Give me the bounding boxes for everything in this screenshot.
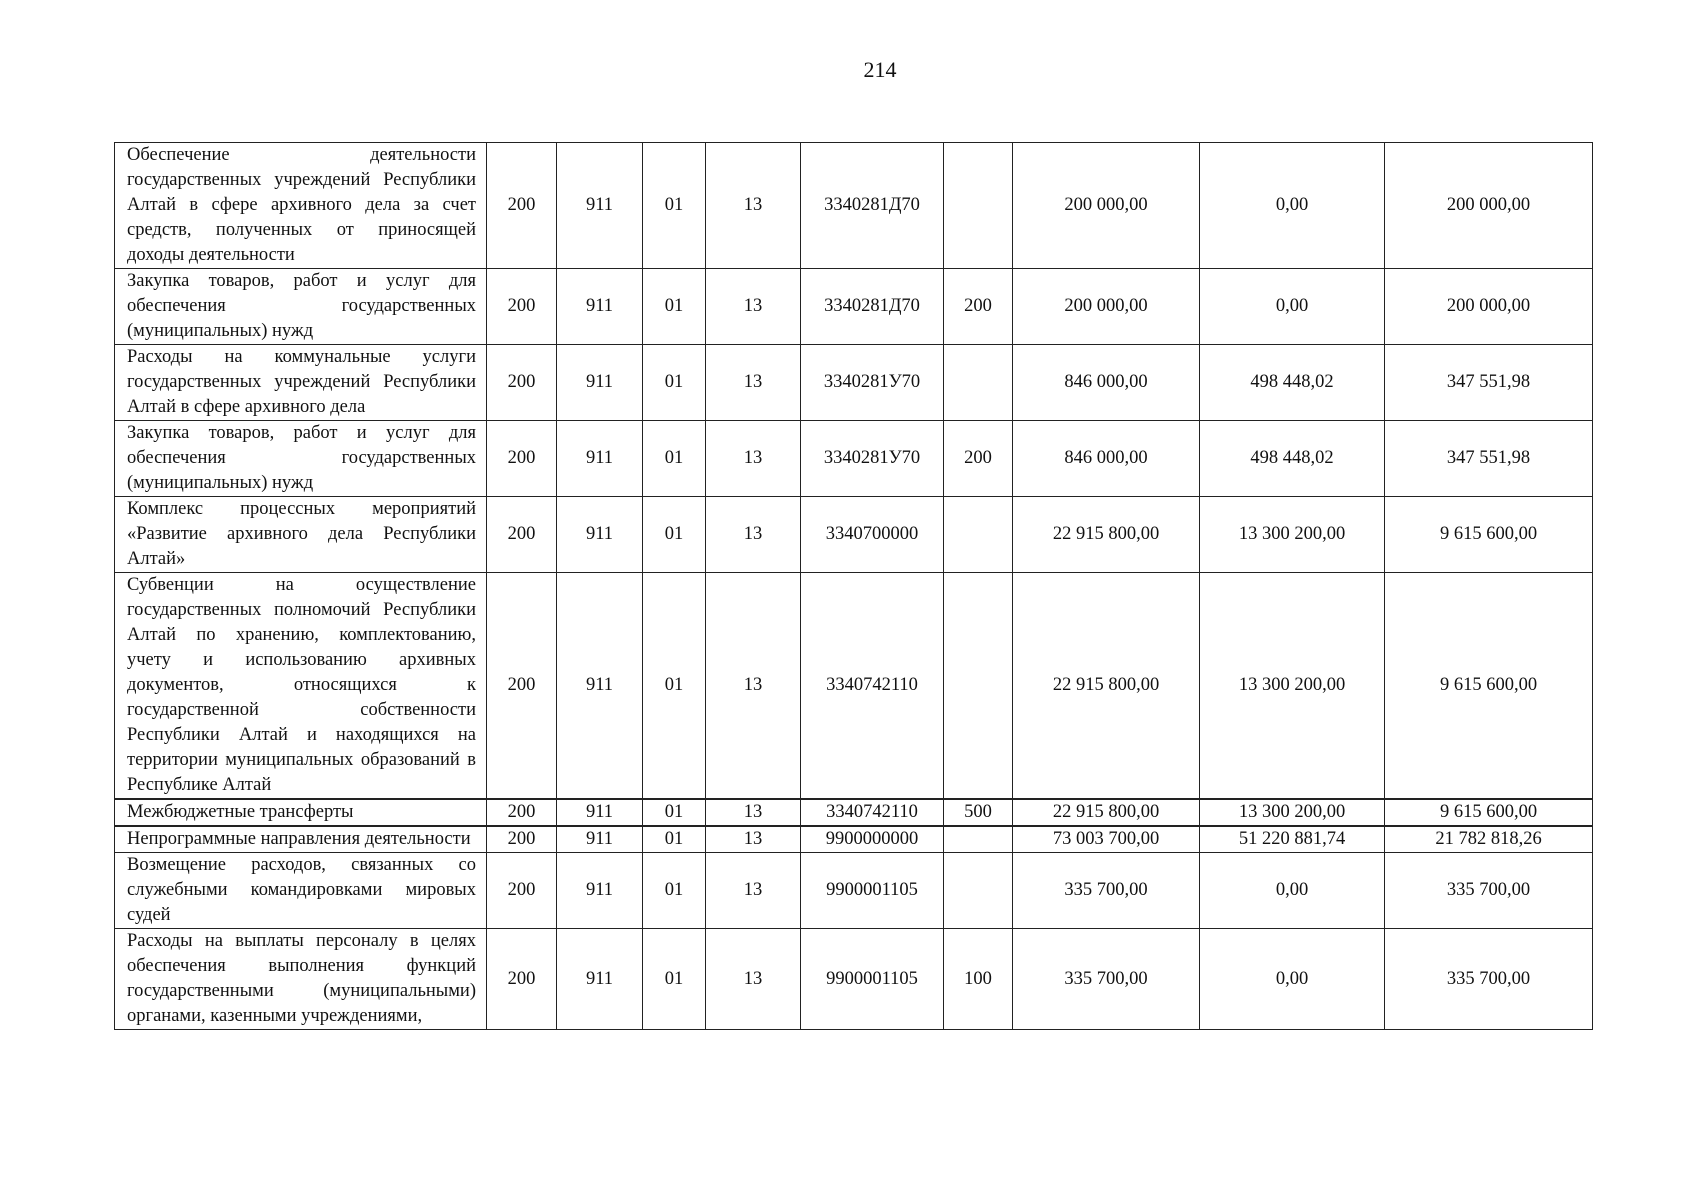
row-amount-2: 0,00 (1200, 143, 1385, 269)
row-amount-1: 73 003 700,00 (1013, 826, 1200, 853)
row-description: Закупка товаров, работ и услуг для обеспечения государственных (муниципальных) нужд (115, 421, 487, 497)
row-amount-2: 498 448,02 (1200, 345, 1385, 421)
table-row (115, 143, 1593, 269)
row-description: Субвенции на осуществление государственных полномочий Республики Алтай по хранению, комплектованию, учету и использованию архивных документов, относящихся к государственной собственности Республики Алтай и находящихся на территории муниципальных образований в Республике Алтай (115, 573, 487, 800)
row-target-article: 3340700000 (801, 497, 944, 573)
table-row (115, 573, 1593, 800)
row-expense-type: 100 (944, 929, 1013, 1030)
row-description: Возмещение расходов, связанных со служебными командировками мировых судей (115, 853, 487, 929)
row-code-2: 911 (557, 573, 643, 800)
row-amount-2: 51 220 881,74 (1200, 826, 1385, 853)
row-amount-2: 13 300 200,00 (1200, 799, 1385, 826)
row-subsection: 13 (706, 826, 801, 853)
row-target-article: 3340281Д70 (801, 143, 944, 269)
row-amount-1: 200 000,00 (1013, 143, 1200, 269)
row-description: Расходы на коммунальные услуги государственных учреждений Республики Алтай в сфере архивного дела (115, 345, 487, 421)
row-code-2: 911 (557, 799, 643, 826)
row-expense-type (944, 497, 1013, 573)
row-code-1: 200 (487, 143, 557, 269)
row-amount-2: 13 300 200,00 (1200, 573, 1385, 800)
row-target-article: 3340281Д70 (801, 269, 944, 345)
row-description: Расходы на выплаты персоналу в целях обеспечения выполнения функций государственными (муниципальными) органами, казенными учреждениями, (115, 929, 487, 1030)
row-expense-type (944, 826, 1013, 853)
page-number: 214 (863, 57, 897, 82)
row-target-article: 3340281У70 (801, 345, 944, 421)
row-section: 01 (643, 421, 706, 497)
row-amount-3: 9 615 600,00 (1385, 799, 1593, 826)
row-amount-1: 22 915 800,00 (1013, 497, 1200, 573)
row-target-article: 3340742110 (801, 799, 944, 826)
table-row (115, 826, 1593, 853)
row-amount-1: 335 700,00 (1013, 853, 1200, 929)
row-expense-type (944, 143, 1013, 269)
row-amount-3: 200 000,00 (1385, 269, 1593, 345)
row-code-2: 911 (557, 421, 643, 497)
row-amount-2: 0,00 (1200, 269, 1385, 345)
row-expense-type (944, 345, 1013, 421)
row-amount-2: 498 448,02 (1200, 421, 1385, 497)
row-subsection: 13 (706, 497, 801, 573)
row-amount-3: 347 551,98 (1385, 421, 1593, 497)
row-code-1: 200 (487, 345, 557, 421)
table-row (115, 853, 1593, 929)
row-code-2: 911 (557, 143, 643, 269)
row-amount-3: 21 782 818,26 (1385, 826, 1593, 853)
table-row (115, 421, 1593, 497)
row-code-1: 200 (487, 826, 557, 853)
row-code-2: 911 (557, 826, 643, 853)
row-amount-1: 846 000,00 (1013, 345, 1200, 421)
row-subsection: 13 (706, 799, 801, 826)
row-subsection: 13 (706, 853, 801, 929)
row-subsection: 13 (706, 421, 801, 497)
row-subsection: 13 (706, 143, 801, 269)
row-subsection: 13 (706, 573, 801, 800)
row-target-article: 9900001105 (801, 853, 944, 929)
row-expense-type: 200 (944, 421, 1013, 497)
row-section: 01 (643, 143, 706, 269)
row-code-1: 200 (487, 799, 557, 826)
table-row (115, 799, 1593, 826)
row-section: 01 (643, 929, 706, 1030)
row-code-2: 911 (557, 853, 643, 929)
row-code-2: 911 (557, 929, 643, 1030)
row-expense-type: 200 (944, 269, 1013, 345)
row-subsection: 13 (706, 345, 801, 421)
table-row (115, 345, 1593, 421)
row-amount-1: 846 000,00 (1013, 421, 1200, 497)
row-subsection: 13 (706, 929, 801, 1030)
row-code-1: 200 (487, 269, 557, 345)
row-target-article: 3340281У70 (801, 421, 944, 497)
row-expense-type: 500 (944, 799, 1013, 826)
row-amount-1: 335 700,00 (1013, 929, 1200, 1030)
row-amount-3: 347 551,98 (1385, 345, 1593, 421)
row-expense-type (944, 573, 1013, 800)
row-amount-3: 9 615 600,00 (1385, 573, 1593, 800)
row-target-article: 3340742110 (801, 573, 944, 800)
row-code-1: 200 (487, 929, 557, 1030)
row-section: 01 (643, 573, 706, 800)
row-amount-1: 200 000,00 (1013, 269, 1200, 345)
row-section: 01 (643, 497, 706, 573)
row-amount-2: 0,00 (1200, 929, 1385, 1030)
row-description: Закупка товаров, работ и услуг для обеспечения государственных (муниципальных) нужд (115, 269, 487, 345)
row-code-1: 200 (487, 497, 557, 573)
budget-table (114, 142, 1593, 1030)
row-code-2: 911 (557, 497, 643, 573)
row-section: 01 (643, 269, 706, 345)
row-section: 01 (643, 826, 706, 853)
row-section: 01 (643, 345, 706, 421)
row-amount-3: 335 700,00 (1385, 853, 1593, 929)
row-code-2: 911 (557, 345, 643, 421)
table-row (115, 497, 1593, 573)
row-description: Комплекс процессных мероприятий «Развитие архивного дела Республики Алтай» (115, 497, 487, 573)
row-section: 01 (643, 799, 706, 826)
row-subsection: 13 (706, 269, 801, 345)
row-amount-1: 22 915 800,00 (1013, 799, 1200, 826)
row-code-1: 200 (487, 573, 557, 800)
row-amount-1: 22 915 800,00 (1013, 573, 1200, 800)
row-code-1: 200 (487, 421, 557, 497)
row-description: Непрограммные направления деятельности (115, 826, 487, 853)
row-amount-3: 335 700,00 (1385, 929, 1593, 1030)
row-code-2: 911 (557, 269, 643, 345)
row-description: Межбюджетные трансферты (115, 799, 487, 826)
table-row (115, 929, 1593, 1030)
table-row (115, 269, 1593, 345)
row-target-article: 9900000000 (801, 826, 944, 853)
row-amount-3: 200 000,00 (1385, 143, 1593, 269)
row-expense-type (944, 853, 1013, 929)
row-section: 01 (643, 853, 706, 929)
row-amount-2: 13 300 200,00 (1200, 497, 1385, 573)
row-amount-2: 0,00 (1200, 853, 1385, 929)
row-amount-3: 9 615 600,00 (1385, 497, 1593, 573)
row-code-1: 200 (487, 853, 557, 929)
row-target-article: 9900001105 (801, 929, 944, 1030)
row-description: Обеспечение деятельности государственных учреждений Республики Алтай в сфере архивного дела за счет средств, полученных от приносящей доходы деятельности (115, 143, 487, 269)
